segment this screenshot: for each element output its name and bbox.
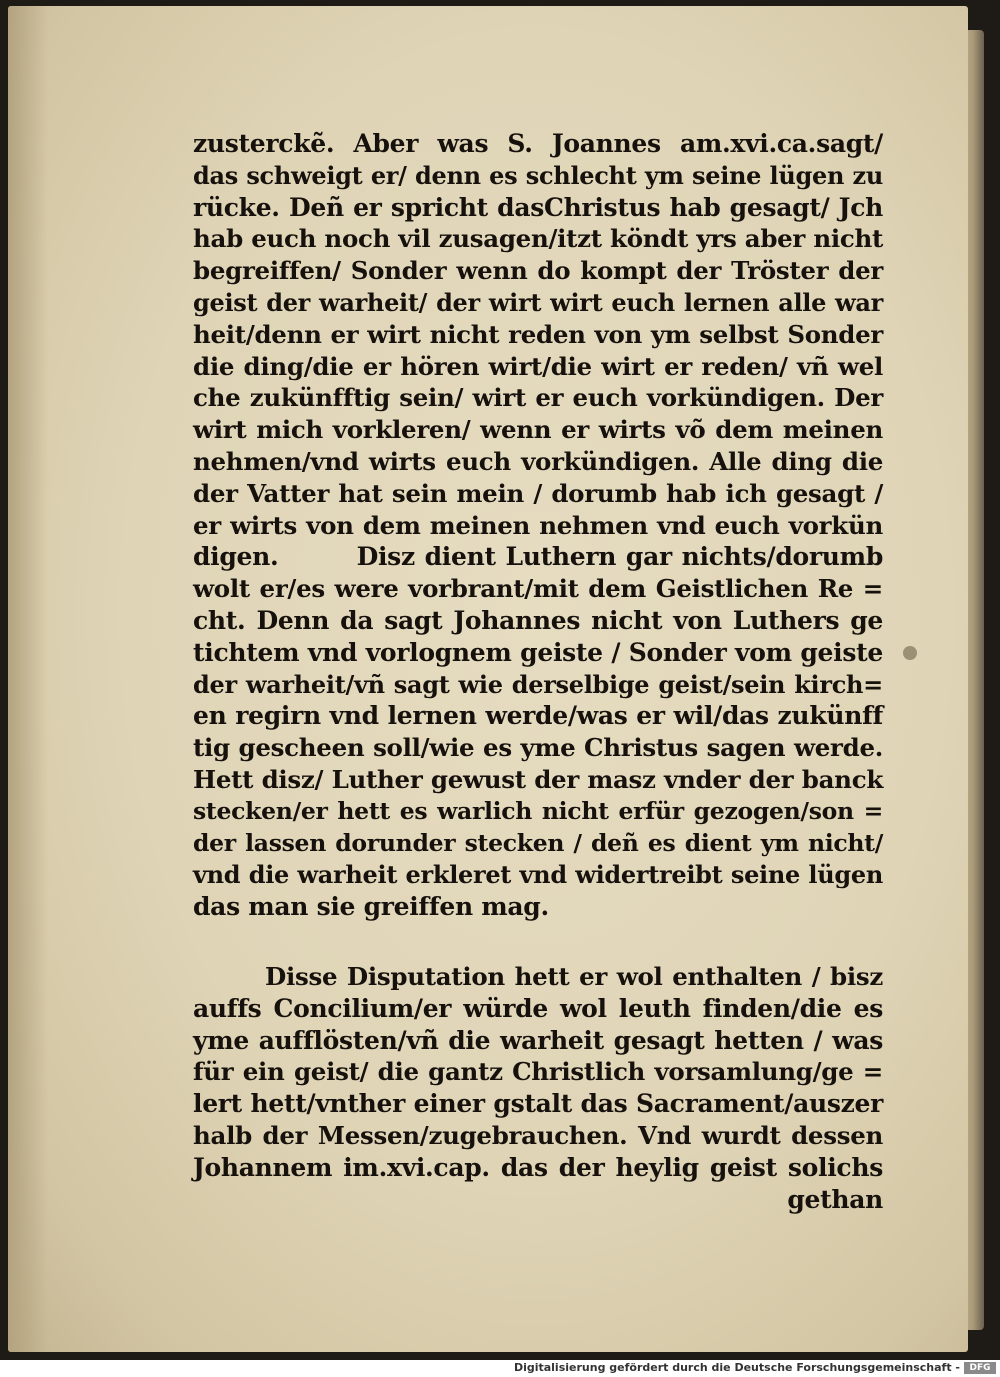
paragraph-1 (193, 128, 883, 923)
catchword: gethan (787, 1184, 883, 1214)
text-line: tichtem vnd vorlognem geiste / Sonder vom geiste (193, 637, 883, 667)
text-line: das schweigt er/ denn es schlecht ym seine lügen zu (193, 160, 883, 190)
text-line: lert hett/vnther einer gstalt das Sacrament/auszer (193, 1089, 883, 1119)
text-line: stecken/er hett es warlich nicht erfür gezogen/son = (193, 796, 883, 825)
page-text (193, 128, 883, 1215)
text-line: der warheit/vñ sagt wie derselbige geist/sein kirch= (193, 669, 883, 699)
text-line: für ein geist/ die gantz Christlich vorsamlung/ge = (193, 1057, 883, 1087)
page-gutter (8, 6, 48, 1352)
text-line: vnd die warheit erkleret vnd widertreibt seine lügen (193, 860, 883, 890)
text-line: der Vatter hat sein mein / dorumb hab ich gesagt / (193, 478, 883, 508)
text-line: tig gescheen soll/wie es yme Christus sagen werde. (193, 733, 883, 763)
text-line: Disse Disputation hett er wol enthalten / bisz (265, 961, 883, 991)
text-line: das man sie greiffen mag. (193, 892, 549, 922)
funding-credit: Digitalisierung gefördert durch die Deutsche Forschungsgemeinschaft - (513, 1361, 960, 1374)
text-line: halb der Messen/zugebrauchen. Vnd wurdt dessen (193, 1120, 883, 1150)
text-line: digen. Disz dient Luthern gar nichts/dorumb (193, 542, 883, 572)
text-line: auffs Concilium/er würde wol leuth finden/die es (193, 993, 883, 1023)
text-line: wolt er/es were vorbrant/mit dem Geistlichen Re = (193, 574, 883, 604)
text-line: Johannem im.xvi.cap. das der heylig geist solichs (193, 1152, 883, 1182)
text-line: rücke. Deñ er spricht dasChristus hab gesagt/ Jch (193, 192, 883, 222)
paragraph-2 (193, 961, 883, 1215)
text-line: die ding/die er hören wirt/die wirt er reden/ vñ wel (193, 351, 883, 381)
text-line: heit/denn er wirt nicht reden von ym selbst Sonder (193, 319, 883, 349)
paper-stain (903, 646, 917, 660)
text-line: che zukünfftig sein/ wirt er euch vorkündigen. Der (193, 383, 883, 413)
text-line: nehmen/vnd wirts euch vorkündigen. Alle ding die (193, 446, 883, 476)
text-line: Hett disz/ Luther gewust der masz vnder der banck (193, 764, 883, 794)
text-line: hab euch noch vil zusagen/itzt köndt yrs aber nicht (193, 224, 883, 254)
footer-bar (0, 1360, 1000, 1377)
text-line: er wirts von dem meinen nehmen vnd euch vorkün (193, 510, 883, 540)
text-line: der lassen dorunder stecken / deñ es dient ym nicht/ (193, 828, 883, 857)
text-line: begreiffen/ Sonder wenn do kompt der Tröster der (193, 256, 883, 286)
paragraph-gap (193, 923, 883, 961)
text-line: en regirn vnd lernen werde/was er wil/das zukünff (193, 701, 883, 731)
text-line: yme aufflösten/vñ die warheit gesagt hetten / was (193, 1025, 883, 1055)
text-line: cht. Denn da sagt Johannes nicht von Luthers ge (193, 605, 883, 635)
text-line: zusterckẽ. Aber was S. Joannes am.xvi.ca.sagt/ (193, 129, 883, 158)
text-line: geist der warheit/ der wirt wirt euch lernen alle war (193, 287, 883, 317)
text-line: wirt mich vorkleren/ wenn er wirts võ dem meinen (193, 415, 883, 445)
dfg-logo: DFG (964, 1362, 996, 1374)
